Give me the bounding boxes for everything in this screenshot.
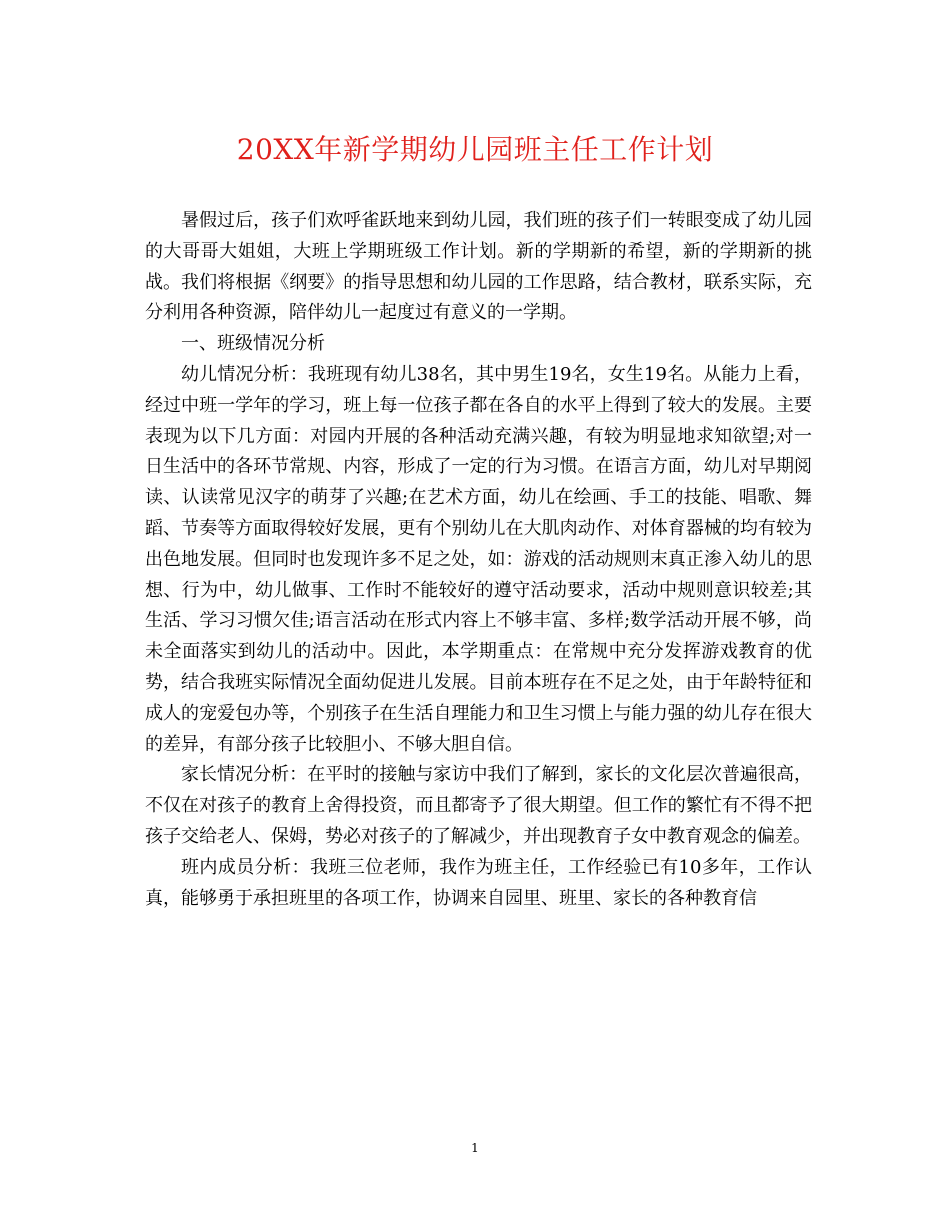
section-heading-class-analysis: 一、班级情况分析 — [181, 333, 325, 355]
paragraph-parents-analysis: 家长情况分析：在平时的接触与家访中我们了解到，家长的文化层次普遍很高，不仅在对孩子的教育上舍得投资，而且都寄予了很大期望。但工作的繁忙有不得不把孩子交给老人、保姆，势必对孩子的了解减少，并出现教育子女中教育观念的偏差。 — [145, 764, 812, 847]
document-title: 20XX年新学期幼儿园班主任工作计划 — [236, 133, 714, 166]
paragraph-staff-analysis: 班内成员分析：我班三位老师，我作为班主任，工作经验已有10多年，工作认真，能够勇于承担班里的各项工作，协调来自园里、班里、家长的各种教育信 — [145, 856, 812, 909]
page-number: 1 — [471, 1141, 479, 1155]
paragraph-intro: 暑假过后，孩子们欢呼雀跃地来到幼儿园，我们班的孩子们一转眼变成了幼儿园的大哥哥大姐姐，大班上学期班级工作计划。新的学期新的希望，新的学期新的挑战。我们将根据《纲要》的指导思想和幼儿园的工作思路，结合教材，联系实际，充分利用各种资源，陪伴幼儿一起度过有意义的一学期。 — [145, 210, 812, 324]
paragraph-children-analysis: 幼儿情况分析：我班现有幼儿38名，其中男生19名，女生19名。从能力上看，经过中班一学年的学习，班上每一位孩子都在各自的水平上得到了较大的发展。主要表现为以下几方面：对园内开展的各种活动充满兴趣，有较为明显地求知欲望;对一日生活中的各环节常规、内容，形成了一定的行为习惯。在语言方面，幼儿对早期阅读、认读常见汉字的萌芽了兴趣;在艺术方面，幼儿在绘画、手工的技能、唱歌、舞蹈、节奏等方面取得较好发展，更有个别幼儿在大肌肉动作、对体育器械的均有较为出色地发展。但同时也发现许多不足之处，如：游戏的活动规则末真正渗入幼儿的思想、行为中，幼儿做事、工作时不能较好的遵守活动要求，活动中规则意识较差;其生活、学习习惯欠佳;语言活动在形式内容上不够丰富、多样;数学活动开展不够，尚未全面落实到幼儿的活动中。因此，本学期重点：在常规中充分发挥游戏教育的优势，结合我班实际情况全面幼促进儿发展。目前本班存在不足之处，由于年龄特征和成人的宠爱包办等，个别孩子在生活自理能力和卫生习惯上与能力强的幼儿存在很大的差异，有部分孩子比较胆小、不够大胆自信。 — [145, 363, 813, 755]
document-body — [145, 206, 812, 914]
